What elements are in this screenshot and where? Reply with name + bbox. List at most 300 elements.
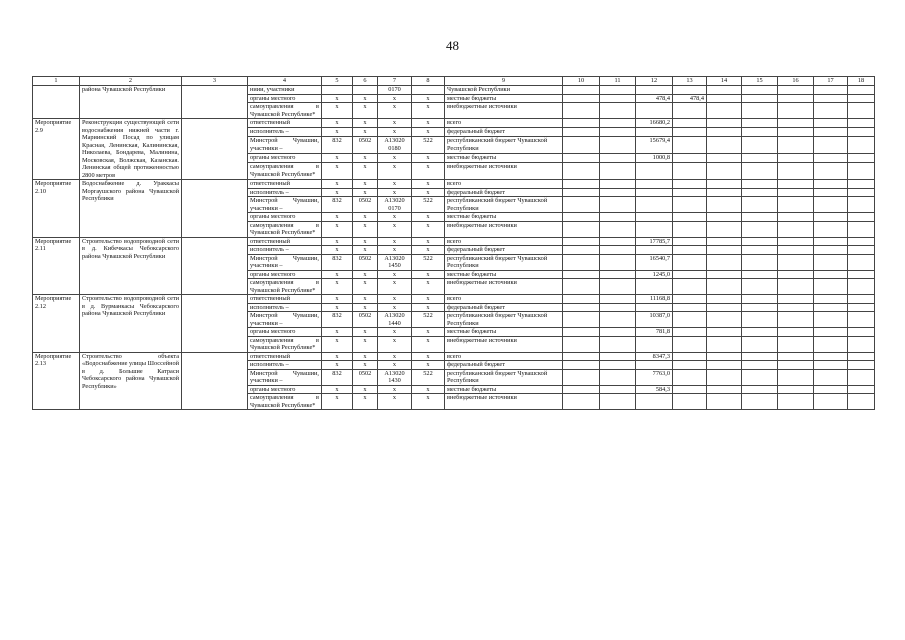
- year-col-11-cell: [600, 188, 636, 197]
- year-col-18-cell: [848, 237, 875, 246]
- funding-source-cell: республиканский бюджет Чувашской Республики: [445, 197, 563, 213]
- status-cell: [182, 180, 248, 238]
- gov-code-cell: 832: [322, 369, 353, 385]
- year-col-13-cell: [673, 221, 707, 237]
- year-col-18-cell: [848, 361, 875, 370]
- year-col-18-cell: [848, 336, 875, 352]
- year-col-17-cell: [814, 237, 848, 246]
- year-col-15-cell: [742, 352, 778, 361]
- gov-code-cell: x: [322, 394, 353, 410]
- expense-type-cell: x: [412, 119, 445, 128]
- year-col-13-cell: [673, 328, 707, 337]
- year-col-16-cell: [778, 254, 814, 270]
- year-col-15-cell: [742, 128, 778, 137]
- executor-cell: исполнитель –: [248, 128, 322, 137]
- funding-source-cell: Чувашской Республики: [445, 86, 563, 95]
- funding-source-cell: всего: [445, 237, 563, 246]
- executor-cell: исполнитель –: [248, 246, 322, 255]
- funding-source-cell: всего: [445, 295, 563, 304]
- year-col-11-cell: [600, 86, 636, 95]
- gov-code-cell: x: [322, 279, 353, 295]
- target-code-cell: x: [378, 213, 412, 222]
- year-col-15-cell: [742, 86, 778, 95]
- gov-code-cell: x: [322, 103, 353, 119]
- funding-source-cell: внебюджетные источники: [445, 279, 563, 295]
- year-col-10-cell: [563, 328, 600, 337]
- year-col-11-cell: [600, 94, 636, 103]
- year-col-12-cell: [636, 188, 673, 197]
- year-col-15-cell: [742, 279, 778, 295]
- table-row: [33, 86, 875, 95]
- year-col-11-cell: [600, 213, 636, 222]
- year-col-17-cell: [814, 270, 848, 279]
- event-name-cell: района Чувашской Республики: [80, 86, 182, 119]
- year-col-15-cell: [742, 312, 778, 328]
- year-col-12-cell: 7763,0: [636, 369, 673, 385]
- year-col-17-cell: [814, 254, 848, 270]
- year-col-18-cell: [848, 188, 875, 197]
- status-cell: [182, 119, 248, 180]
- gov-code-cell: x: [322, 303, 353, 312]
- year-col-15-cell: [742, 328, 778, 337]
- executor-cell: ответственный: [248, 119, 322, 128]
- section-code-cell: x: [353, 361, 378, 370]
- expense-type-cell: 522: [412, 197, 445, 213]
- year-col-16-cell: [778, 385, 814, 394]
- column-number-2: 2: [80, 77, 182, 86]
- year-col-18-cell: [848, 163, 875, 180]
- column-number-14: 14: [707, 77, 742, 86]
- year-col-15-cell: [742, 254, 778, 270]
- executor-cell: Минстрой Чувашии, участники –: [248, 254, 322, 270]
- event-id-cell: Мероприятие 2.12: [33, 295, 80, 353]
- table-row: [33, 352, 875, 361]
- column-number-7: 7: [378, 77, 412, 86]
- section-code-cell: x: [353, 352, 378, 361]
- year-col-17-cell: [814, 361, 848, 370]
- year-col-12-cell: 16680,2: [636, 119, 673, 128]
- year-col-12-cell: [636, 163, 673, 180]
- target-code-cell: x: [378, 188, 412, 197]
- expense-type-cell: x: [412, 279, 445, 295]
- year-col-13-cell: [673, 295, 707, 304]
- year-col-18-cell: [848, 221, 875, 237]
- year-col-16-cell: [778, 197, 814, 213]
- year-col-14-cell: [707, 197, 742, 213]
- section-code-cell: 0502: [353, 254, 378, 270]
- funding-source-cell: местные бюджеты: [445, 154, 563, 163]
- year-col-11-cell: [600, 254, 636, 270]
- year-col-13-cell: [673, 361, 707, 370]
- target-code-cell: x: [378, 303, 412, 312]
- funding-source-cell: местные бюджеты: [445, 213, 563, 222]
- year-col-16-cell: [778, 303, 814, 312]
- year-col-13-cell: [673, 163, 707, 180]
- section-code-cell: [353, 86, 378, 95]
- year-col-10-cell: [563, 385, 600, 394]
- target-code-cell: x: [378, 119, 412, 128]
- year-col-11-cell: [600, 295, 636, 304]
- funding-source-cell: всего: [445, 352, 563, 361]
- year-col-16-cell: [778, 137, 814, 154]
- year-col-18-cell: [848, 270, 875, 279]
- year-col-16-cell: [778, 119, 814, 128]
- year-col-14-cell: [707, 303, 742, 312]
- expense-type-cell: x: [412, 303, 445, 312]
- year-col-11-cell: [600, 154, 636, 163]
- year-col-12-cell: [636, 336, 673, 352]
- executor-cell: органы местного: [248, 213, 322, 222]
- year-col-12-cell: 1245,0: [636, 270, 673, 279]
- event-name-cell: Строительство водопроводной сети в д. Кибечкасы Чебоксарского района Чувашской Республики: [80, 237, 182, 295]
- target-code-cell: x: [378, 237, 412, 246]
- executor-cell: ниии, участники: [248, 86, 322, 95]
- section-code-cell: x: [353, 336, 378, 352]
- executor-cell: исполнитель –: [248, 188, 322, 197]
- gov-code-cell: 832: [322, 137, 353, 154]
- expense-type-cell: x: [412, 328, 445, 337]
- column-number-4: 4: [248, 77, 322, 86]
- column-number-8: 8: [412, 77, 445, 86]
- year-col-13-cell: [673, 154, 707, 163]
- gov-code-cell: [322, 86, 353, 95]
- year-col-16-cell: [778, 128, 814, 137]
- year-col-15-cell: [742, 237, 778, 246]
- expense-type-cell: x: [412, 180, 445, 189]
- year-col-13-cell: [673, 188, 707, 197]
- funding-source-cell: внебюджетные источники: [445, 221, 563, 237]
- year-col-18-cell: [848, 279, 875, 295]
- year-col-13-cell: [673, 119, 707, 128]
- executor-cell: самоуправления в Чувашской Республике*: [248, 394, 322, 410]
- year-col-14-cell: [707, 361, 742, 370]
- expense-type-cell: x: [412, 295, 445, 304]
- year-col-11-cell: [600, 270, 636, 279]
- year-col-17-cell: [814, 119, 848, 128]
- column-number-17: 17: [814, 77, 848, 86]
- year-col-12-cell: [636, 128, 673, 137]
- year-col-14-cell: [707, 86, 742, 95]
- year-col-12-cell: [636, 213, 673, 222]
- section-code-cell: x: [353, 154, 378, 163]
- expense-type-cell: x: [412, 361, 445, 370]
- year-col-16-cell: [778, 213, 814, 222]
- expense-type-cell: x: [412, 221, 445, 237]
- year-col-17-cell: [814, 188, 848, 197]
- year-col-11-cell: [600, 137, 636, 154]
- year-col-15-cell: [742, 119, 778, 128]
- year-col-11-cell: [600, 163, 636, 180]
- year-col-12-cell: 781,8: [636, 328, 673, 337]
- year-col-16-cell: [778, 103, 814, 119]
- executor-cell: самоуправления в Чувашской Республике*: [248, 336, 322, 352]
- section-code-cell: 0502: [353, 197, 378, 213]
- year-col-11-cell: [600, 303, 636, 312]
- year-col-10-cell: [563, 312, 600, 328]
- year-col-18-cell: [848, 312, 875, 328]
- year-col-10-cell: [563, 180, 600, 189]
- year-col-17-cell: [814, 137, 848, 154]
- year-col-14-cell: [707, 352, 742, 361]
- gov-code-cell: x: [322, 119, 353, 128]
- year-col-13-cell: [673, 86, 707, 95]
- year-col-15-cell: [742, 197, 778, 213]
- year-col-17-cell: [814, 103, 848, 119]
- section-code-cell: 0502: [353, 137, 378, 154]
- year-col-11-cell: [600, 246, 636, 255]
- gov-code-cell: 832: [322, 312, 353, 328]
- year-col-17-cell: [814, 394, 848, 410]
- section-code-cell: x: [353, 213, 378, 222]
- year-col-12-cell: [636, 361, 673, 370]
- funding-source-cell: федеральный бюджет: [445, 303, 563, 312]
- gov-code-cell: x: [322, 361, 353, 370]
- year-col-10-cell: [563, 213, 600, 222]
- year-col-17-cell: [814, 295, 848, 304]
- page-number: 48: [446, 38, 459, 53]
- year-col-12-cell: 10387,0: [636, 312, 673, 328]
- year-col-11-cell: [600, 180, 636, 189]
- year-col-11-cell: [600, 352, 636, 361]
- section-code-cell: x: [353, 221, 378, 237]
- year-col-11-cell: [600, 369, 636, 385]
- year-col-15-cell: [742, 163, 778, 180]
- year-col-14-cell: [707, 163, 742, 180]
- year-col-18-cell: [848, 295, 875, 304]
- year-col-13-cell: [673, 394, 707, 410]
- funding-source-cell: внебюджетные источники: [445, 336, 563, 352]
- section-code-cell: x: [353, 394, 378, 410]
- year-col-14-cell: [707, 180, 742, 189]
- column-number-11: 11: [600, 77, 636, 86]
- table-row: [33, 180, 875, 189]
- year-col-11-cell: [600, 336, 636, 352]
- year-col-12-cell: [636, 394, 673, 410]
- year-col-10-cell: [563, 352, 600, 361]
- year-col-10-cell: [563, 369, 600, 385]
- year-col-12-cell: [636, 86, 673, 95]
- year-col-15-cell: [742, 303, 778, 312]
- year-col-16-cell: [778, 86, 814, 95]
- event-name-cell: Строительство водопроводной сети в д. Вурманкасы Чебоксарского района Чувашской Республики: [80, 295, 182, 353]
- year-col-13-cell: [673, 103, 707, 119]
- executor-cell: исполнитель –: [248, 361, 322, 370]
- gov-code-cell: 832: [322, 254, 353, 270]
- section-code-cell: x: [353, 246, 378, 255]
- executor-cell: самоуправления в Чувашской Республике*: [248, 163, 322, 180]
- target-code-cell: x: [378, 180, 412, 189]
- year-col-15-cell: [742, 213, 778, 222]
- year-col-16-cell: [778, 180, 814, 189]
- year-col-14-cell: [707, 254, 742, 270]
- year-col-14-cell: [707, 369, 742, 385]
- year-col-17-cell: [814, 279, 848, 295]
- funding-source-cell: внебюджетные источники: [445, 103, 563, 119]
- year-col-18-cell: [848, 303, 875, 312]
- year-col-11-cell: [600, 128, 636, 137]
- year-col-10-cell: [563, 94, 600, 103]
- year-col-12-cell: 15679,4: [636, 137, 673, 154]
- year-col-10-cell: [563, 237, 600, 246]
- expense-type-cell: x: [412, 128, 445, 137]
- funding-source-cell: местные бюджеты: [445, 385, 563, 394]
- year-col-16-cell: [778, 221, 814, 237]
- year-col-12-cell: 584,3: [636, 385, 673, 394]
- year-col-13-cell: [673, 128, 707, 137]
- section-code-cell: x: [353, 328, 378, 337]
- target-code-cell: x: [378, 385, 412, 394]
- year-col-16-cell: [778, 154, 814, 163]
- funding-source-cell: внебюджетные источники: [445, 163, 563, 180]
- gov-code-cell: x: [322, 94, 353, 103]
- expense-type-cell: x: [412, 246, 445, 255]
- year-col-17-cell: [814, 163, 848, 180]
- year-col-18-cell: [848, 137, 875, 154]
- year-col-15-cell: [742, 369, 778, 385]
- year-col-14-cell: [707, 270, 742, 279]
- executor-cell: самоуправления в Чувашской Республике*: [248, 221, 322, 237]
- expense-type-cell: x: [412, 188, 445, 197]
- event-name-cell: Реконструкция существующей сети водоснабжения нижней части г. Мариинский Посад по улицам Красная, Ленинская, Калининская, Николаева, Бондарева, Малинина, Московская, Волжская, Казанская. Ленинская общей протяженностью 2800 метров: [80, 119, 182, 180]
- year-col-10-cell: [563, 128, 600, 137]
- event-id-cell: Мероприятие 2.13: [33, 352, 80, 410]
- year-col-11-cell: [600, 312, 636, 328]
- year-col-12-cell: [636, 180, 673, 189]
- executor-cell: ответственный: [248, 180, 322, 189]
- year-col-14-cell: [707, 279, 742, 295]
- year-col-17-cell: [814, 221, 848, 237]
- year-col-16-cell: [778, 237, 814, 246]
- expense-type-cell: x: [412, 154, 445, 163]
- year-col-15-cell: [742, 188, 778, 197]
- year-col-16-cell: [778, 295, 814, 304]
- year-col-16-cell: [778, 270, 814, 279]
- expense-type-cell: x: [412, 394, 445, 410]
- funding-source-cell: республиканский бюджет Чувашской Республики: [445, 312, 563, 328]
- year-col-14-cell: [707, 221, 742, 237]
- year-col-15-cell: [742, 336, 778, 352]
- executor-cell: органы местного: [248, 270, 322, 279]
- year-col-14-cell: [707, 103, 742, 119]
- column-number-15: 15: [742, 77, 778, 86]
- expense-type-cell: x: [412, 213, 445, 222]
- year-col-11-cell: [600, 103, 636, 119]
- year-col-18-cell: [848, 369, 875, 385]
- year-col-11-cell: [600, 197, 636, 213]
- year-col-18-cell: [848, 94, 875, 103]
- year-col-10-cell: [563, 361, 600, 370]
- funding-source-cell: республиканский бюджет Чувашской Республики: [445, 137, 563, 154]
- year-col-18-cell: [848, 86, 875, 95]
- year-col-14-cell: [707, 154, 742, 163]
- year-col-16-cell: [778, 336, 814, 352]
- target-code-cell: x: [378, 394, 412, 410]
- year-col-14-cell: [707, 119, 742, 128]
- column-number-18: 18: [848, 77, 875, 86]
- target-code-cell: x: [378, 328, 412, 337]
- year-col-17-cell: [814, 336, 848, 352]
- year-col-18-cell: [848, 385, 875, 394]
- expense-type-cell: x: [412, 270, 445, 279]
- target-code-cell: x: [378, 246, 412, 255]
- target-code-cell: x: [378, 270, 412, 279]
- year-col-10-cell: [563, 295, 600, 304]
- gov-code-cell: 832: [322, 197, 353, 213]
- column-number-9: 9: [445, 77, 563, 86]
- column-number-3: 3: [182, 77, 248, 86]
- event-name-cell: Водоснабжение д. Ураккасы Моргаушского района Чувашской Республики: [80, 180, 182, 238]
- funding-source-cell: республиканский бюджет Чувашской Республики: [445, 369, 563, 385]
- year-col-13-cell: [673, 385, 707, 394]
- target-code-cell: A13020 0170: [378, 197, 412, 213]
- table-row: [33, 119, 875, 128]
- gov-code-cell: x: [322, 213, 353, 222]
- year-col-17-cell: [814, 328, 848, 337]
- year-col-13-cell: [673, 369, 707, 385]
- section-code-cell: 0502: [353, 369, 378, 385]
- year-col-13-cell: [673, 137, 707, 154]
- year-col-16-cell: [778, 94, 814, 103]
- gov-code-cell: x: [322, 352, 353, 361]
- year-col-15-cell: [742, 385, 778, 394]
- year-col-13-cell: [673, 303, 707, 312]
- gov-code-cell: x: [322, 180, 353, 189]
- year-col-12-cell: 17785,7: [636, 237, 673, 246]
- year-col-18-cell: [848, 246, 875, 255]
- section-code-cell: x: [353, 163, 378, 180]
- year-col-18-cell: [848, 180, 875, 189]
- executor-cell: ответственный: [248, 352, 322, 361]
- year-col-17-cell: [814, 154, 848, 163]
- year-col-18-cell: [848, 128, 875, 137]
- year-col-12-cell: [636, 197, 673, 213]
- expense-type-cell: x: [412, 103, 445, 119]
- year-col-14-cell: [707, 295, 742, 304]
- year-col-16-cell: [778, 163, 814, 180]
- year-col-10-cell: [563, 86, 600, 95]
- year-col-12-cell: [636, 103, 673, 119]
- section-code-cell: x: [353, 128, 378, 137]
- year-col-10-cell: [563, 279, 600, 295]
- executor-cell: исполнитель –: [248, 303, 322, 312]
- year-col-17-cell: [814, 385, 848, 394]
- year-col-18-cell: [848, 352, 875, 361]
- funding-source-cell: всего: [445, 180, 563, 189]
- year-col-13-cell: [673, 312, 707, 328]
- year-col-11-cell: [600, 279, 636, 295]
- target-code-cell: A13020 0180: [378, 137, 412, 154]
- year-col-15-cell: [742, 103, 778, 119]
- executor-cell: самоуправления в Чувашской Республике*: [248, 279, 322, 295]
- target-code-cell: A13020 1430: [378, 369, 412, 385]
- year-col-10-cell: [563, 137, 600, 154]
- section-code-cell: x: [353, 237, 378, 246]
- section-code-cell: x: [353, 295, 378, 304]
- year-col-17-cell: [814, 128, 848, 137]
- year-col-17-cell: [814, 197, 848, 213]
- section-code-cell: x: [353, 385, 378, 394]
- year-col-16-cell: [778, 361, 814, 370]
- year-col-17-cell: [814, 86, 848, 95]
- target-code-cell: x: [378, 336, 412, 352]
- column-number-16: 16: [778, 77, 814, 86]
- year-col-10-cell: [563, 336, 600, 352]
- year-col-15-cell: [742, 270, 778, 279]
- funding-source-cell: местные бюджеты: [445, 94, 563, 103]
- section-code-cell: x: [353, 279, 378, 295]
- year-col-12-cell: 8347,3: [636, 352, 673, 361]
- year-col-18-cell: [848, 328, 875, 337]
